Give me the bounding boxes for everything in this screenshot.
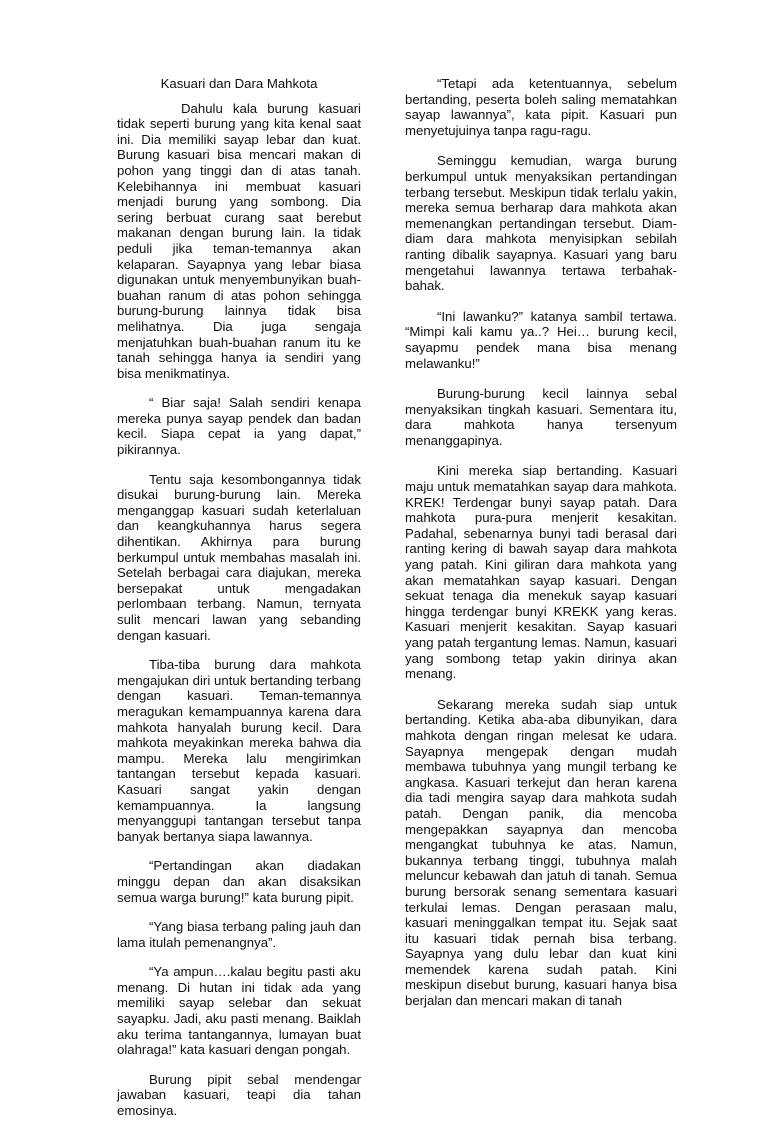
paragraph: Dahulu kala burung kasuari tidak seperti burung yang kita kenal saat ini. Dia memiliki sayap lebar dan kuat. Burung kasuari bisa mencari makan di pohon yang tinggi dan di atas tanah. Kelebihannya ini membuat kasuari menjadi burung yang sombong. Dia sering berbuat curang saat berebut makanan dengan burung lain. Ia tidak peduli jika teman-temannya akan kelaparan. Sayapnya yang lebar biasa digunakan untuk menyembunyikan buah-buahan ranum di atas pohon sehingga burung-burung lainnya tidak bisa melihatnya. Dia juga sengaja menjatuhkan buah-buahan ranum itu ke tanah sehingga hanya ia sendiri yang bisa menikmatinya.: [117, 100, 361, 381]
story-title: Kasuari dan Dara Mahkota: [160, 76, 318, 91]
paragraph: Tentu saja kesombongannya tidak disukai burung-burung lain. Mereka menganggap kasuari sudah keterlaluan dan keangkuhannya harus segera dihentikan. Akhirnya para burung berkumpul untuk membahas masalah ini. Setelah berbagai cara diajukan, mereka bersepakat untuk mengadakan perlombaan terbang. Namun, ternyata sulit mencari lawan yang sebanding dengan kasuari.: [117, 471, 361, 643]
paragraph: Burung pipit sebal mendengar jawaban kasuari, teapi dia tahan emosinya.: [117, 1071, 361, 1119]
right-column: [405, 76, 677, 1024]
paragraph: Tiba-tiba burung dara mahkota mengajukan diri untuk bertanding terbang dengan kasuari. Teman-temannya meragukan kemampuannya karena dara mahkota hanyalah burung kecil. Dara mahkota meyakinkan mereka bahwa dia mampu. Mereka lalu mengirimkan tantangan tersebut kepada kasuari. Kasuari sangat yakin dengan kemampuannya. Ia langsung menyanggupi tantangan tersebut tanpa banyak bertanya siapa lawannya.: [117, 657, 361, 844]
paragraph: “Ya ampun….kalau begitu pasti aku menang. Di hutan ini tidak ada yang memiliki sayap selebar dan sekuat sayapku. Jadi, aku pasti menang. Baiklah aku terima tantangannya, lumayan buat olahraga!” kata kasuari dengan pongah.: [117, 964, 361, 1058]
paragraph: Burung-burung kecil lainnya sebal menyaksikan tingkah kasuari. Sementara itu, dara mahkota hanya tersenyum menanggapinya.: [405, 386, 677, 448]
paragraph: “Pertandingan akan diadakan minggu depan dan akan disaksikan semua warga burung!” kata burung pipit.: [117, 858, 361, 905]
left-column: [117, 76, 361, 1133]
paragraph: Seminggu kemudian, warga burung berkumpul untuk menyaksikan pertandingan terbang tersebut. Meskipun tidak terlalu yakin, mereka semua berharap dara mahkota akan memenangkan pertandingan tersebut. Diam-diam dara mahkota menyisipkan sebilah ranting dibalik sayapnya. Kasuari yang baru mengetahui lawannya tertawa terbahak-bahak.: [405, 153, 677, 294]
paragraph: “Ini lawanku?” katanya sambil tertawa. “Mimpi kali kamu ya..? Hei… burung kecil, sayapmu pendek mana bisa menang melawanku!”: [405, 308, 677, 371]
paragraph: Kini mereka siap bertanding. Kasuari maju untuk mematahkan sayap dara mahkota. KREK! Terdengar bunyi sayap patah. Dara mahkota pura-pura menjerit kesakitan. Padahal, sebenarnya bunyi tadi berasal dari ranting kering di bawah sayap dara mahkota yang patah. Kini giliran dara mahkota yang akan mematahkan sayap kasuari. Dengan sekuat tenaga dia menekuk sayap kasuari hingga terdengar bunyi KREKK yang keras. Kasuari menjerit kesakitan. Sayap kasuari yang patah tergantung lemas. Namun, kasuari yang sombong tetap yakin dirinya akan menang.: [405, 463, 677, 682]
paragraph: “Yang biasa terbang paling jauh dan lama itulah pemenangnya”.: [117, 919, 361, 950]
paragraph: “Tetapi ada ketentuannya, sebelum bertanding, peserta boleh saling mematahkan sayap lawannya”, kata pipit. Kasuari pun menyetujuinya tanpa ragu-ragu.: [405, 76, 677, 138]
paragraph: Sekarang mereka sudah siap untuk bertanding. Ketika aba-aba dibunyikan, dara mahkota dengan ringan melesat ke udara. Sayapnya mengepak dengan mudah membawa tubuhnya yang mungil terbang ke angkasa. Kasuari terkejut dan heran karena dia tadi mengira sayap dara mahkota sudah patah. Dengan panik, dia mencoba mengepakkan sayapnya dan mencoba mengangkat tubuhnya ke atas. Namun, bukannya terbang tinggi, tubuhnya malah meluncur kebawah dan jatuh di tanah. Semua burung bersorak senang sementara kasuari terkulai lemas. Dengan perasaan malu, kasuari meninggalkan tempat itu. Sejak saat itu kasuari tidak pernah bisa terbang. Sayapnya yang dulu lebar dan kuat kini memendek karena sudah patah. Kini meskipun disebut burung, kasuari hanya bisa berjalan dan mencari makan di tanah: [405, 696, 677, 1009]
paragraph: “ Biar saja! Salah sendiri kenapa mereka punya sayap pendek dan badan kecil. Siapa cepat ia yang dapat,” pikirannya.: [117, 395, 361, 458]
